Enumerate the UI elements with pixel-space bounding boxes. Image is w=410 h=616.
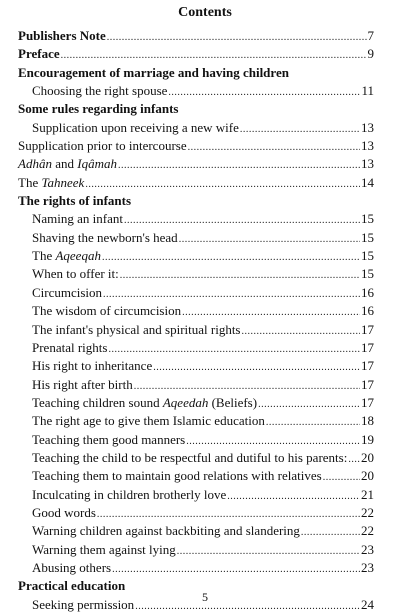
toc-entry-title: The wisdom of circumcision [32,303,182,319]
toc-entry-title: Circumcision [32,284,103,300]
toc-entry [18,64,374,82]
toc-entry-page: 17 [361,358,374,374]
toc-entry-page: 22 [361,504,374,520]
toc-entry-page: 13 [361,156,374,172]
dot-leader [168,84,360,102]
toc-entry-page: 14 [361,174,374,190]
toc-entry [18,522,374,540]
toc-entry-title: The right age to give them Islamic education [32,413,265,429]
toc-entry-page: 17 [361,376,374,392]
toc-entry-page: 15 [361,248,374,264]
toc-entry-page: 20 [361,468,374,484]
page-title: Contents [178,5,232,20]
table-of-contents [18,27,374,614]
toc-entry-title: The rights of infants [18,193,132,209]
toc-entry-title: The Aqeeqah [32,248,101,264]
toc-entry-title: The infant's physical and spiritual rights [32,321,241,337]
toc-entry [18,284,374,302]
toc-entry-page: 17 [361,394,374,410]
toc-entry-page: 23 [361,541,374,557]
dot-leader [107,29,367,47]
dot-leader [242,323,361,341]
toc-entry [18,412,374,430]
toc-entry-title: Publishers Note [18,28,106,43]
toc-entry-page: 15 [361,229,374,245]
toc-entry-title: Adhân and Iqâmah [18,156,117,172]
toc-entry-page: 16 [361,284,374,300]
dot-leader [266,414,360,432]
dot-leader [102,249,360,267]
toc-entry-title: Preface [18,46,60,62]
toc-entry-title: Encouragement of marriage and having children [18,64,289,80]
toc-entry-page: 9 [367,46,374,62]
toc-entry-title: Teaching the child to be respectful and dutiful to his parents: [32,449,348,465]
toc-entry-title: His right to inheritance [32,358,153,374]
page-number: 5 [202,590,208,604]
toc-entry-title: Teaching children sound Aqeedah (Beliefs) [32,394,258,410]
toc-entry [18,265,374,283]
toc-entry [18,376,374,394]
toc-entry-title: Naming an infant [32,211,123,227]
dot-leader [177,543,360,561]
toc-entry-title: Prenatal rights [32,339,108,355]
toc-entry [18,192,374,210]
toc-entry-title: Practical education [18,578,126,594]
toc-entry-page: 18 [361,413,374,429]
toc-entry-title: Teaching them good manners [32,431,186,447]
toc-entry [18,100,374,118]
toc-entry [18,357,374,375]
toc-entry-title: Warning children against backbiting and slandering [32,523,300,539]
dot-leader [188,139,360,157]
dot-leader [118,157,360,175]
dot-leader [153,359,360,377]
toc-entry-title: Inculcating in children brotherly love [32,486,227,502]
toc-entry-page: 24 [361,596,374,612]
dot-leader [348,451,360,469]
toc-entry [18,339,374,357]
dot-leader [112,561,360,579]
toc-entry-page: 13 [361,119,374,135]
toc-entry-title: Choosing the right spouse [32,83,168,99]
dot-leader [120,267,360,285]
toc-entry [18,174,374,192]
toc-entry-page: 19 [361,431,374,447]
dot-leader [258,396,360,414]
toc-entry-page: 22 [361,523,374,539]
toc-entry [18,541,374,559]
toc-entry [18,486,374,504]
toc-entry-page: 7 [367,28,374,43]
toc-entry-title: Abusing others [32,559,112,575]
dot-leader [240,121,360,139]
toc-entry [18,27,374,45]
toc-entry-title: Some rules regarding infants [18,101,179,117]
toc-entry [18,229,374,247]
dot-leader [301,524,360,542]
toc-entry [18,394,374,412]
toc-entry-title: The Tahneek [18,174,85,190]
toc-entry-page: 15 [361,266,374,282]
toc-entry [18,45,374,63]
toc-entry [18,302,374,320]
toc-entry-page: 21 [361,486,374,502]
toc-entry-page: 20 [361,449,374,465]
toc-entry-title: When to offer it: [32,266,119,282]
toc-entry [18,82,374,100]
toc-entry-page: 13 [361,138,374,154]
dot-leader [179,231,360,249]
toc-entry-page: 15 [361,211,374,227]
toc-entry-title: Supplication prior to intercourse [18,138,187,154]
toc-entry-title: Teaching them to maintain good relations with relatives [32,468,322,484]
toc-entry [18,467,374,485]
toc-entry-title: Supplication upon receiving a new wife [32,119,239,135]
toc-entry [18,559,374,577]
toc-entry-title: Shaving the newborn's head [32,229,178,245]
dot-leader [323,469,360,487]
toc-entry-page: 16 [361,303,374,319]
toc-entry-title: Warning them against lying [32,541,176,557]
toc-entry [18,137,374,155]
toc-entry-page: 17 [361,339,374,355]
toc-entry-page: 23 [361,559,374,575]
toc-entry-title: Good words [32,504,96,520]
toc-entry-page: 11 [361,83,374,99]
dot-leader [227,488,360,506]
toc-entry [18,247,374,265]
toc-entry [18,155,374,173]
toc-entry [18,449,374,467]
toc-entry-page: 17 [361,321,374,337]
toc-entry-title: Seeking permission [32,596,135,612]
toc-entry [18,321,374,339]
toc-entry-title: His right after birth [32,376,133,392]
toc-entry [18,431,374,449]
toc-entry [18,504,374,522]
toc-entry [18,210,374,228]
toc-entry [18,119,374,137]
